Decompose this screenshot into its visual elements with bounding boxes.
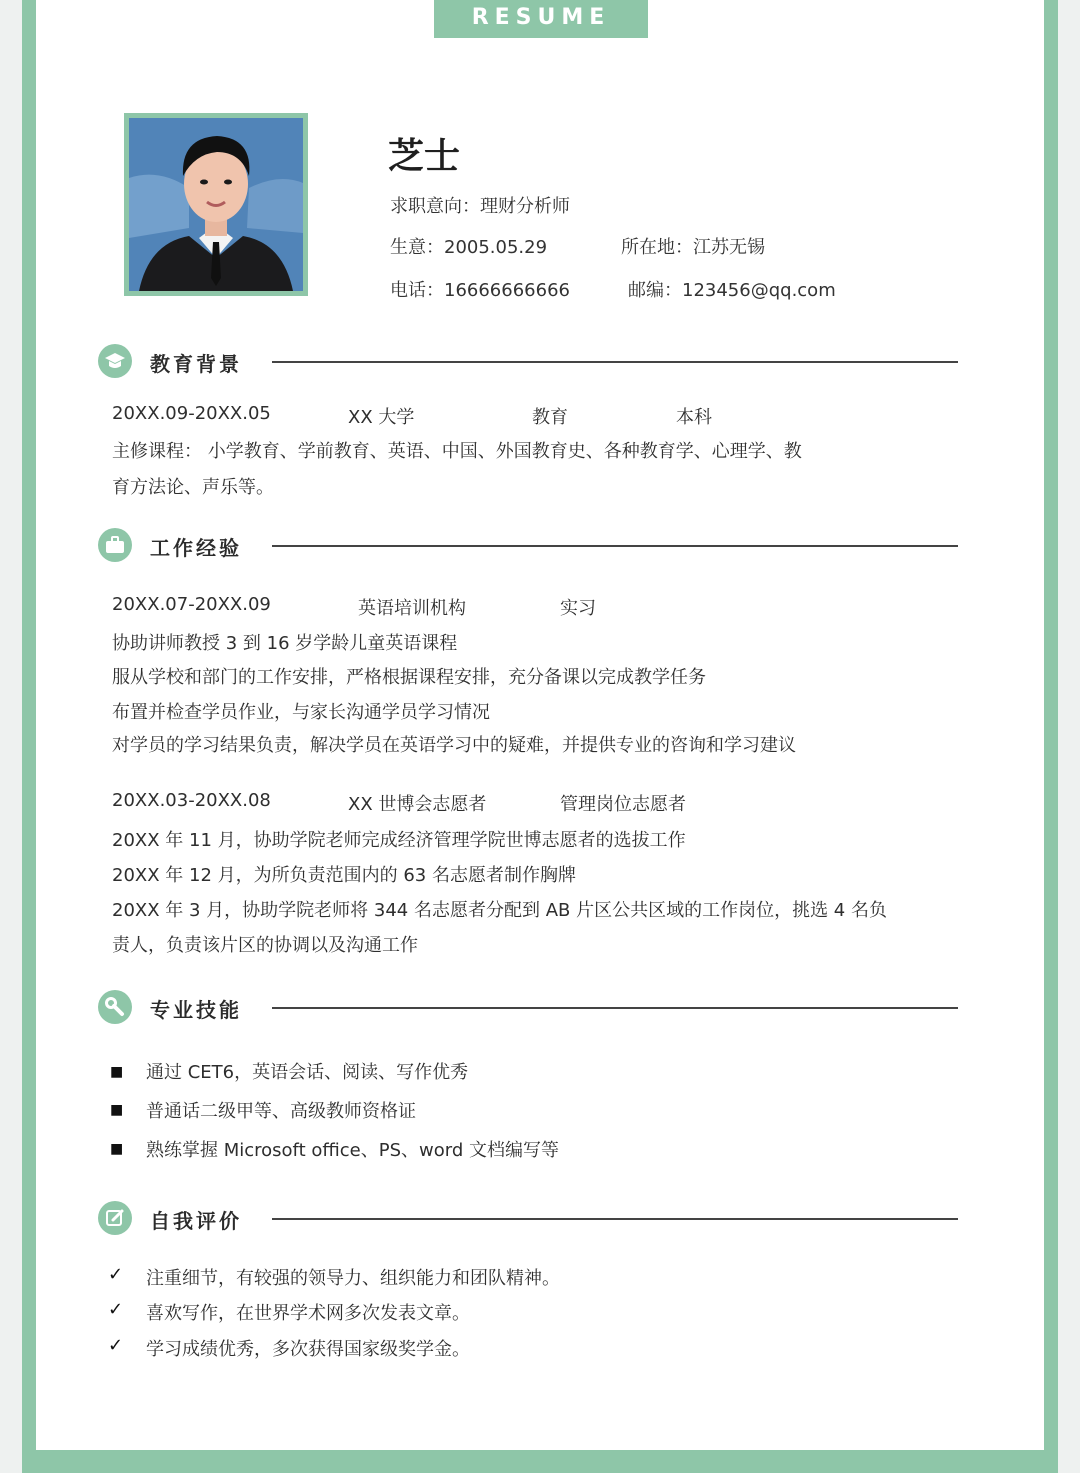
job-duty-line: 责人，负责该片区的协调以及沟通工作 <box>112 935 418 956</box>
job-period: 20XX.07-20XX.09 <box>112 594 271 615</box>
profile-photo <box>124 113 308 296</box>
checkmark-icon: ✓ <box>108 1299 124 1320</box>
self-evaluation-section-header <box>98 1201 958 1237</box>
square-bullet-icon: ■ <box>110 1064 124 1080</box>
job-duty-line: 20XX 年 3 月，协助学院老师将 344 名志愿者分配到 AB 片区公共区域的工作岗位，挑选 4 名负 <box>112 900 887 921</box>
job-intent: 求职意向：理财分析师 <box>390 196 570 217</box>
skill-item: 熟练掌握 Microsoft office、PS、word 文档编写等 <box>146 1140 559 1161</box>
self-evaluation-item: 学习成绩优秀，多次获得国家级奖学金。 <box>146 1339 470 1360</box>
square-bullet-icon: ■ <box>110 1141 124 1157</box>
self-evaluation-item: 喜欢写作，在世界学术网多次发表文章。 <box>146 1303 470 1324</box>
graduation-cap-icon <box>98 344 132 378</box>
section-divider <box>272 545 958 547</box>
skill-item: 普通话二级甲等、高级教师资格证 <box>146 1101 416 1122</box>
wrench-icon <box>98 990 132 1024</box>
job-role: 实习 <box>560 598 596 619</box>
person-portrait-icon <box>129 118 303 291</box>
section-divider <box>272 1218 958 1220</box>
job-org: XX 世博会志愿者 <box>348 794 487 815</box>
self-evaluation-item: 注重细节，有较强的领导力、组织能力和团队精神。 <box>146 1268 560 1289</box>
skill-item: 通过 CET6，英语会话、阅读、写作优秀 <box>146 1062 469 1083</box>
education-courses-line: 主修课程： 小学教育、学前教育、英语、中国、外国教育史、各种教育学、心理学、教 <box>112 441 802 462</box>
education-period: 20XX.09-20XX.05 <box>112 403 271 424</box>
birth-date: 生意：2005.05.29 <box>390 237 548 258</box>
education-major: 教育 <box>532 407 568 428</box>
job-duty-line: 布置并检查学员作业，与家长沟通学员学习情况 <box>112 702 490 723</box>
section-divider <box>272 361 958 363</box>
edit-icon <box>98 1201 132 1235</box>
education-degree: 本科 <box>676 407 712 428</box>
job-duty-line: 20XX 年 12 月，为所负责范围内的 63 名志愿者制作胸牌 <box>112 865 576 886</box>
candidate-name: 芝士 <box>388 136 461 177</box>
job-duty-line: 协助讲师教授 3 到 16 岁学龄儿童英语课程 <box>112 633 458 654</box>
resume-header-tab: RESUME <box>434 0 648 38</box>
section-divider <box>272 1007 958 1009</box>
location: 所在地：江苏无锡 <box>621 237 765 258</box>
checkmark-icon: ✓ <box>108 1264 124 1285</box>
education-school: XX 大学 <box>348 407 415 428</box>
email: 邮编：123456@qq.com <box>628 280 836 301</box>
education-section-header <box>98 344 958 380</box>
work-title: 工作经验 <box>150 536 242 560</box>
skills-section-header <box>98 990 958 1026</box>
square-bullet-icon: ■ <box>110 1102 124 1118</box>
job-duty-line: 20XX 年 11 月，协助学院老师完成经济管理学院世博志愿者的选拔工作 <box>112 830 686 851</box>
education-courses-line: 育方法论、声乐等。 <box>112 477 274 498</box>
job-period: 20XX.03-20XX.08 <box>112 790 271 811</box>
work-section-header <box>98 528 958 564</box>
checkmark-icon: ✓ <box>108 1335 124 1356</box>
job-duty-line: 对学员的学习结果负责，解决学员在英语学习中的疑难，并提供专业的咨询和学习建议 <box>112 735 796 756</box>
job-org: 英语培训机构 <box>358 598 466 619</box>
phone: 电话：16666666666 <box>390 280 570 301</box>
skills-title: 专业技能 <box>150 998 242 1022</box>
self-evaluation-title: 自我评价 <box>150 1209 242 1233</box>
job-role: 管理岗位志愿者 <box>560 794 686 815</box>
job-duty-line: 服从学校和部门的工作安排，严格根据课程安排，充分备课以完成教学任务 <box>112 667 706 688</box>
briefcase-icon <box>98 528 132 562</box>
education-title: 教育背景 <box>150 352 242 376</box>
